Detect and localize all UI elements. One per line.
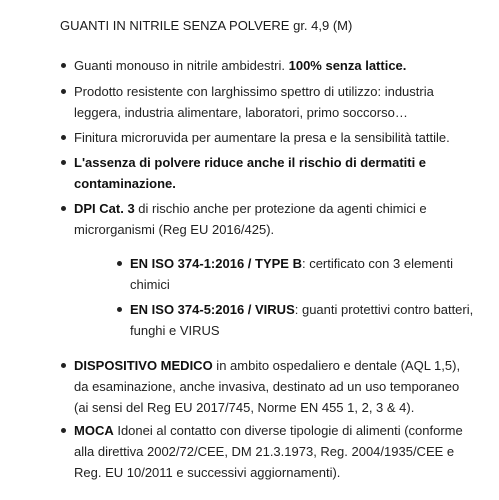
bullet-icon (61, 428, 66, 433)
bullet-icon (61, 135, 66, 140)
item-text: : guanti protettivi contro batteri, funghi e VIRUS (130, 302, 474, 338)
bullet-icon (61, 160, 66, 165)
bullet-icon (61, 63, 66, 68)
bullet-icon (61, 89, 66, 94)
list-item (74, 198, 474, 240)
item-bold: EN ISO 374-5:2016 / VIRUS (130, 302, 295, 317)
list-item (74, 355, 474, 418)
item-text: Prodotto resistente con larghissimo spettro di utilizzo: industria leggera, industria alimentare, laboratori, primo soccorso… (74, 84, 434, 120)
item-text: in ambito ospedaliero e dentale (AQL 1,5), da esaminazione, anche invasiva, destinato ad un uso temporaneo (ai sensi del Reg EU 2017/745, Norme EN 455 1, 2, 3 & 4). (74, 358, 461, 415)
list-item (130, 253, 475, 295)
item-text: Idonei al contatto con diverse tipologie di alimenti (conforme alla direttiva 2002/72/CEE, DM 21.3.1973, Reg. 2004/1935/CEE e Reg. EU 10/2011 e successivi aggiornamenti). (74, 423, 463, 480)
bullet-icon (61, 206, 66, 211)
product-title: GUANTI IN NITRILE SENZA POLVERE gr. 4,9 (M) (60, 18, 353, 33)
item-text: di rischio anche per protezione da agenti chimici e microrganismi (Reg EU 2016/425). (74, 201, 427, 237)
list-item (74, 420, 474, 483)
list-item (74, 127, 474, 148)
bullet-icon (117, 307, 122, 312)
item-bold: DPI Cat. 3 (74, 201, 135, 216)
list-item (74, 152, 474, 194)
item-text: Guanti monouso in nitrile ambidestri. (74, 58, 289, 73)
item-text: Finitura microruvida per aumentare la presa e la sensibilità tattile. (74, 130, 450, 145)
item-bold: L'assenza di polvere riduce anche il rischio di dermatiti e contaminazione. (74, 155, 427, 191)
item-bold: DISPOSITIVO MEDICO (74, 358, 213, 373)
bullet-icon (117, 261, 122, 266)
item-bold: EN ISO 374-1:2016 / TYPE B (130, 256, 302, 271)
list-item (130, 299, 475, 341)
item-bold: 100% senza lattice. (288, 58, 407, 73)
item-text: : certificato con 3 elementi chimici (130, 256, 453, 292)
bullet-icon (61, 363, 66, 368)
list-item (74, 81, 474, 123)
list-item (74, 55, 474, 76)
item-bold: MOCA (74, 423, 114, 438)
